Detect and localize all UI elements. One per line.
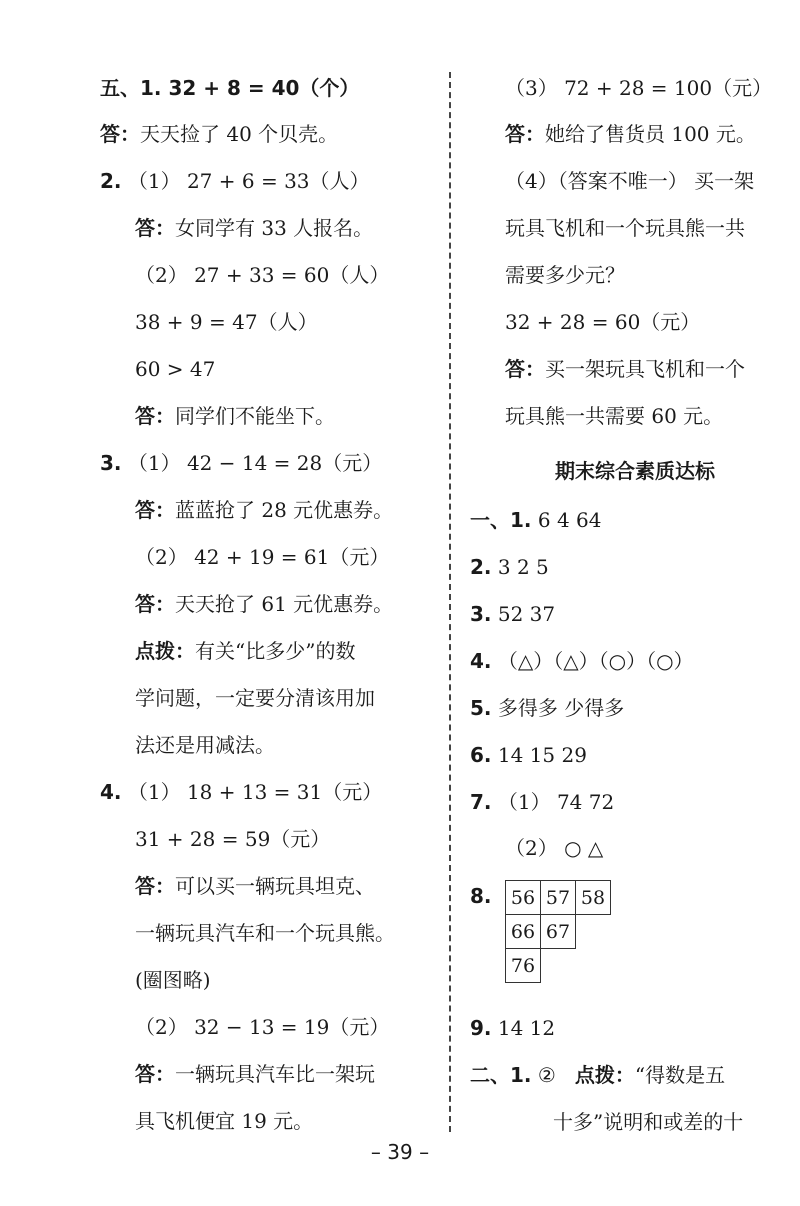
answer-line: 38 + 9 = 47（人） (135, 310, 318, 334)
hint-line: 法还是用减法。 (135, 733, 275, 757)
answer-line: 玩具熊一共需要 60 元。 (505, 404, 724, 428)
grid-cell: 57 (540, 880, 576, 915)
answer-line: 答：同学们不能坐下。 (135, 404, 335, 428)
question-number: 4. （1） 18 + 13 = 31（元） (100, 780, 383, 804)
section-title: 期末综合素质达标 (555, 459, 715, 483)
answer-line: 五、1. 32 + 8 = 40（个） (100, 76, 360, 100)
grid-cell: 76 (505, 948, 541, 983)
answer-line: 2. 3 2 5 (470, 555, 549, 579)
answer-line: （2） 42 + 19 = 61（元） (135, 545, 390, 569)
answer-line: 具飞机便宜 19 元。 (135, 1109, 314, 1133)
hint-line: 点拨：有关“比多少”的数 (135, 639, 356, 663)
answer-line: 答：女同学有 33 人报名。 (135, 216, 374, 240)
answer-line: 60 > 47 (135, 357, 216, 381)
hint-line: 十多”说明和或差的十 (553, 1110, 744, 1134)
answer-line: 一、1. 6 4 64 (470, 508, 602, 532)
answer-line: 需要多少元？ (505, 263, 625, 287)
question-number: 3. （1） 42 − 14 = 28（元） (100, 451, 383, 475)
question-number: 2. （1） 27 + 6 = 33（人） (100, 169, 370, 193)
page-number: – 39 – (370, 1140, 430, 1164)
grid-cell: 66 (505, 914, 541, 949)
answer-line: （2） 32 − 13 = 19（元） (135, 1015, 390, 1039)
grid-cell: 56 (505, 880, 541, 915)
answer-line: 答：可以买一辆玩具坦克、 (135, 874, 375, 898)
answer-line: 答：买一架玩具飞机和一个 (505, 357, 745, 381)
answer-line: 32 + 28 = 60（元） (505, 310, 701, 334)
answer-line: 答：天天抢了 61 元优惠券。 (135, 592, 394, 616)
question-number: 8. (470, 884, 492, 908)
answer-line: 5. 多得多 少得多 (470, 696, 625, 720)
answer-line: (圈图略) (135, 968, 211, 992)
answer-line: 6. 14 15 29 (470, 743, 587, 767)
answer-line: 答：她给了售货员 100 元。 (505, 122, 756, 146)
grid-cell: 58 (575, 880, 611, 915)
answer-line: 3. 52 37 (470, 602, 556, 626)
answer-line: （2） 27 + 33 = 60（人） (135, 263, 390, 287)
answer-line: 4. （△）（△）（○）（○） (470, 649, 694, 673)
answer-line: 31 + 28 = 59（元） (135, 827, 331, 851)
answer-line: 答：蓝蓝抢了 28 元优惠券。 (135, 498, 394, 522)
column-divider (449, 72, 451, 1132)
grid-cell: 67 (540, 914, 576, 949)
hint-line: 学问题，一定要分清该用加 (135, 686, 375, 710)
answer-line: 9. 14 12 (470, 1016, 556, 1040)
answer-line: （4）（答案不唯一） 买一架 (505, 169, 755, 193)
answer-line: 答：一辆玩具汽车比一架玩 (135, 1062, 375, 1086)
answer-line: 二、1. ② 点拨：“得数是五 (470, 1063, 726, 1087)
answer-line: （3） 72 + 28 = 100（元） (505, 76, 773, 100)
answer-line: （2） ○ △ (505, 836, 604, 860)
answer-line: 一辆玩具汽车和一个玩具熊。 (135, 921, 395, 945)
answer-line: 玩具飞机和一个玩具熊一共 (505, 216, 745, 240)
answer-line: 7. （1） 74 72 (470, 790, 615, 814)
answer-line: 答：天天捡了 40 个贝壳。 (100, 122, 339, 146)
